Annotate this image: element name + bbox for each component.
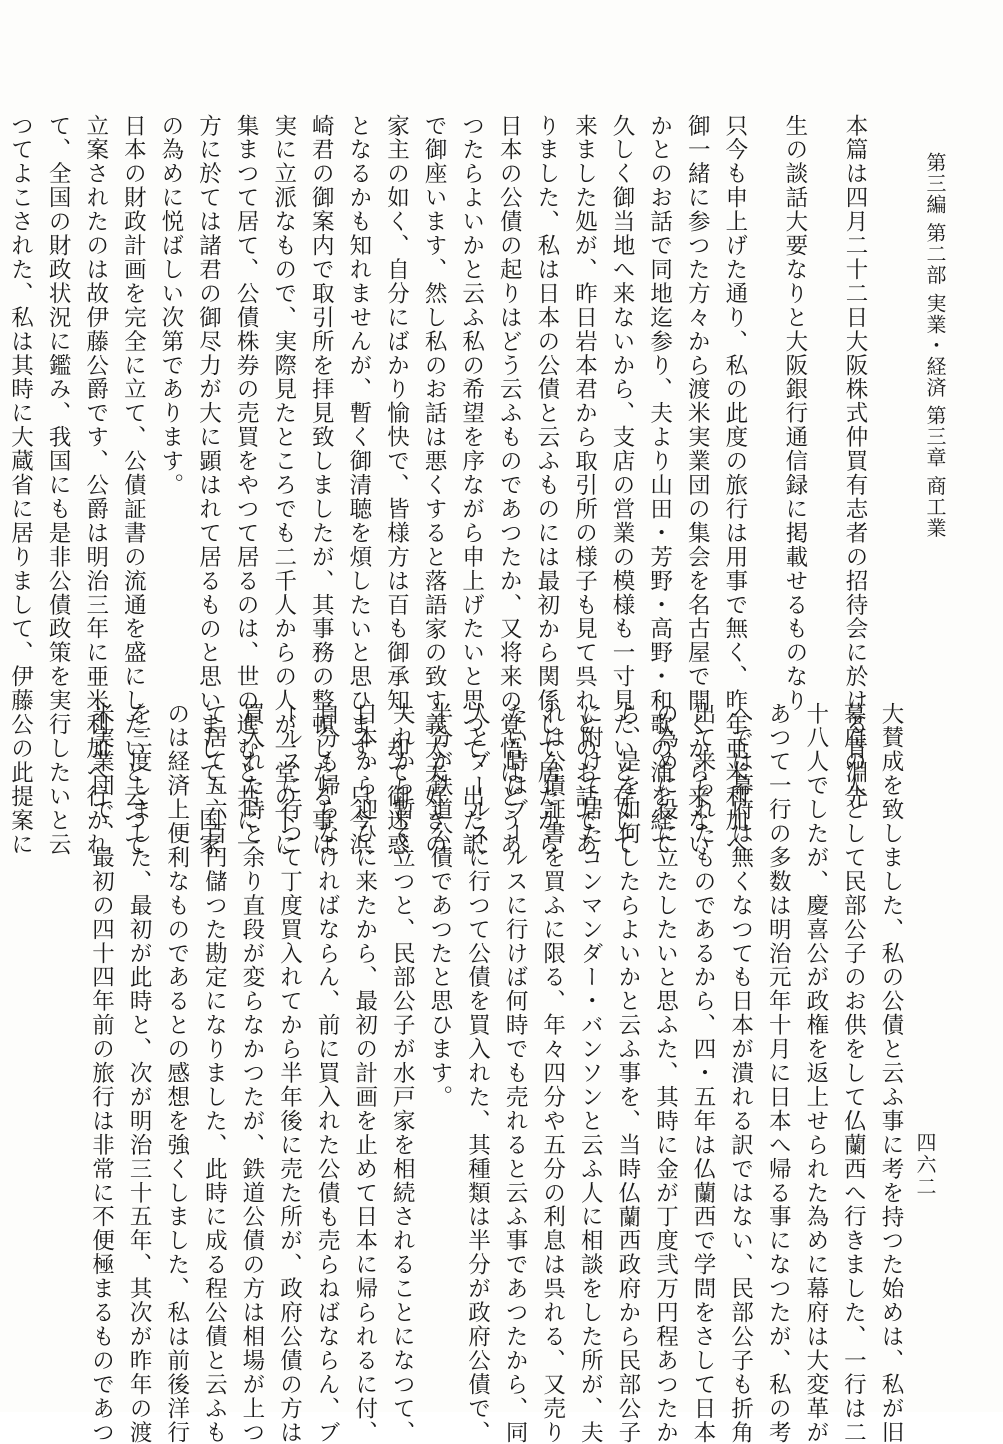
text-line: 夫れから暫く立つと、民部公子が水戸家を相続されることになつて、 [389, 702, 416, 1444]
running-head-part: 第三章 [923, 405, 947, 469]
text-line: に附けて居たコンマンダー・バンソンと云ふ人に相談をした所が、夫 [577, 702, 604, 1444]
text-line: 十八人でしたが、慶喜公が政権を返上せられた為めに幕府は大変革が [802, 702, 829, 1444]
text-line: あつて一行の多数は明治元年十月に日本へ帰る事になつたが、私の考 [765, 702, 792, 1444]
text-line: たい時はブールスに行けば何時でも売れると云ふ事であつたから、同 [502, 702, 529, 1444]
text-line: 人とブールスに行つて公債を買入れた、其種類は半分が政府公債で、 [464, 702, 491, 1444]
text-line: 崎君の御案内で取引所を拝見致しましたが、其事務の整頓したる事は [308, 114, 335, 857]
text-line: 家主の如く、自分にばかり愉快で、皆様方は百も御承知、却て御迷惑 [383, 114, 410, 857]
text-line: 生の談話大要なりと大阪銀行通信録に掲載せるものなり [781, 114, 808, 713]
text-line: ールスに行つて丁度買入れてから半年後に売た所が、政府公債の方は [276, 702, 303, 1444]
text-line: 集まつて居て、公債株券の売買をやつて居るのは、世の進むと共に一 [233, 114, 260, 857]
text-line: 立案されたのは故伊藤公爵です、公爵は明治三年に亜米利加へ行かれ [82, 114, 109, 857]
text-line: つてよこされた、私は其時に大蔵省に居りまして、伊藤公の此提案に [7, 114, 34, 857]
text-line: 日本の財政計画を完全に立て、公債証書の流通を盛にしたいと云つて [120, 114, 147, 857]
text-line: の為めに役に立たしたいと思ふた、其時に金が丁度弐万円程あつたか [652, 702, 679, 1444]
text-line: 幕府の人として民部公子のお供をして仏蘭西へ行きました、一行は二 [840, 702, 867, 1444]
text-line: のは経済上便利なものであるとの感想を強くしました、私は前後洋行 [163, 702, 190, 1444]
text-line: りました、私は日本の公債と云ふものには最初から関係して居たから [533, 114, 560, 857]
text-line: 御一緒に参つた方々から渡米実業団の集会を名古屋で開くから来ない [684, 114, 711, 857]
text-line: て居て五六百円儲つた勘定になりました、此時に成る程公債と云ふも [201, 702, 228, 1444]
text-line: て、全国の財政状況に鑑み、我国にも是非公債政策を実行したいと云 [45, 114, 72, 857]
text-line: 日本の公債の起りはどう云ふものであつたか、又将来の覚悟はどうあ [496, 114, 523, 857]
text-line: れは公債証書を買ふに限る、年々四分や五分の利息は呉れる、又売り [539, 702, 566, 1444]
text-line: の為めに悦ばしい次第であります。 [157, 114, 184, 498]
text-line: 買入れた時と余り直段が変らなかつたが、鉄道公債の方は相場が上つ [238, 702, 265, 1444]
text-line: 米実業団で、最初の四十四年前の旅行は非常に不便極まるものであつ [88, 702, 115, 1444]
text-line: 実に立派なもので、実際見たところでも二千人からの人が一堂の下に [270, 114, 297, 857]
text-line: 本篇は四月二十二日大阪株式仲買有志者の招待会に於ける青淵先 [842, 114, 868, 809]
text-line: で御座います、然し私のお話は悪くすると落語家の致す義太夫好きの [421, 114, 448, 857]
text-line: 只今も申上げた通り、私の此度の旅行は用事で無く、昨年亜米利加へ [721, 114, 748, 857]
text-line: 自分も帰らなければならん、前に買入れた公債も売らねばならん、ブ [314, 702, 341, 1444]
text-line: 久しく御当地へ来ないから、支店の営業の模様も一寸見たいと存じて [609, 114, 636, 857]
text-line: 方に於ては諸君の御尽力が大に顕はれて居るものと思いまして、国家 [195, 114, 222, 857]
running-head-part: 実業・経済 [923, 292, 947, 398]
text-line: ら、是を如何したらよいかと云ふ事を、当時仏蘭西政府から民部公子 [614, 702, 641, 1444]
running-head-part: 商工業 [923, 475, 947, 539]
text-line: を三度しました、最初が此時と、次が明治三十五年、其次が昨年の渡 [126, 702, 153, 1444]
text-line: へでは幕府は無くなつても日本が潰れる訳ではない、民部公子も折角 [727, 702, 754, 1444]
text-line: 日本から迎ひに来たから、最初の計画を止めて日本に帰られるに付、 [351, 702, 378, 1444]
text-line: 大賛成を致しました、私の公債と云ふ事に考を持つた始めは、私が旧 [878, 702, 904, 1444]
text-line: 出て来られたものであるから、四・五年は仏蘭西で学問をさして日本 [690, 702, 717, 1444]
text-line: となるかも知れませんが、暫く御清聴を煩したいと思ひます、只今浜 [345, 114, 372, 857]
running-head-part: 第二部 [923, 222, 947, 286]
upper-text-block [7, 114, 873, 857]
text-line: 半分が鉄道公債であつたと思ひます。 [426, 702, 453, 1110]
running-head-part: 第三編 [923, 152, 947, 215]
text-line: 来ました処が、昨日岩本君から取引所の様子も見て呉れとのお話であ [571, 114, 598, 857]
text-line: かとのお話で同地迄参り、夫より山田・芳野・高野・和歌の浦を経て [646, 114, 673, 857]
text-line: つたらよいかと云ふ私の希望を序ながら申上げたいと思つて、出た訳 [458, 114, 485, 857]
lower-text-block [82, 702, 909, 1444]
page-number: 四六二 [913, 1132, 937, 1198]
running-head [905, 152, 955, 642]
